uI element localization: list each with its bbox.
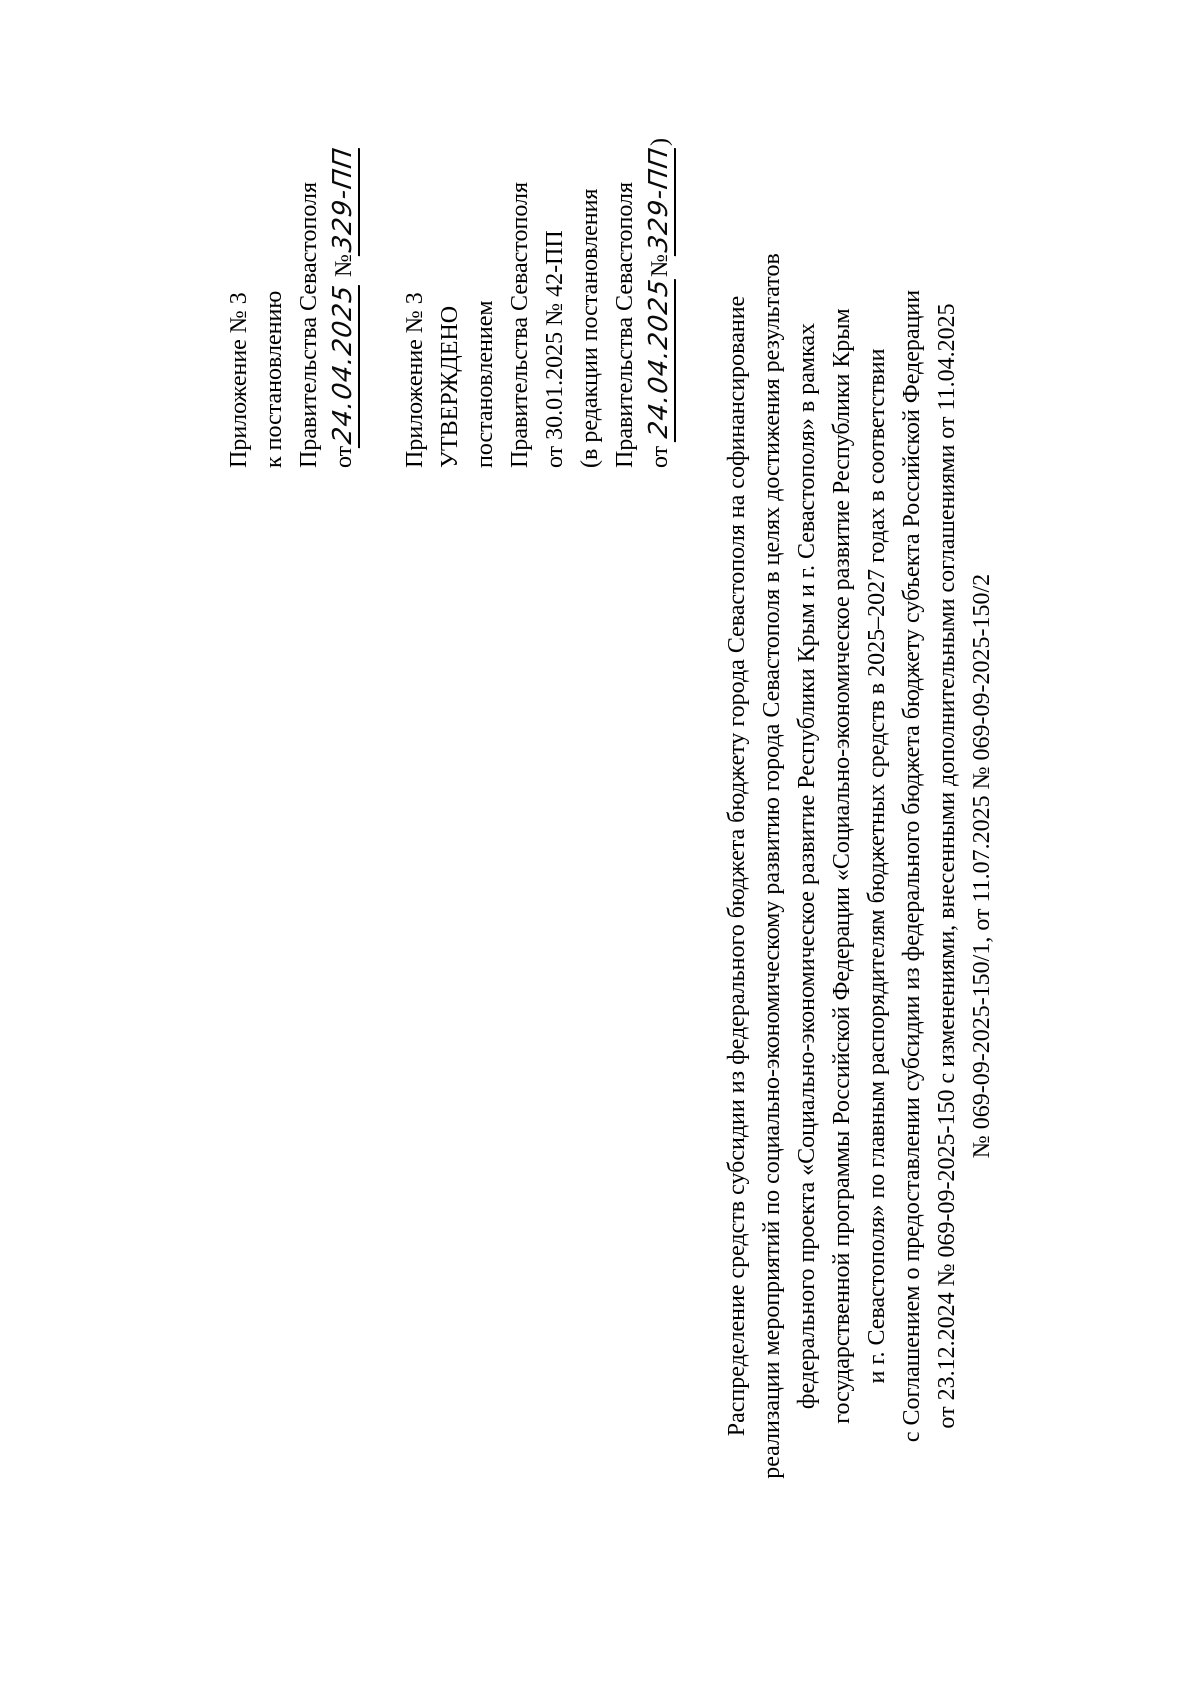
- title-line: от 23.12.2024 № 069-09-2025-150 с изменениями, внесенными дополнительными соглашениями от 11.04.2025: [934, 303, 960, 1429]
- approval-block-original: [398, 138, 678, 468]
- appendix-number: Приложение № 3: [402, 292, 428, 468]
- appendix-number: Приложение № 3: [226, 292, 252, 468]
- closing-parenthesis: ): [647, 137, 673, 146]
- title-line: реализации мероприятий по социально-экономическому развитию города Севастополя в целях достижения результатов: [759, 253, 785, 1479]
- handwritten-number: 329-ПП: [644, 144, 676, 257]
- number-prefix: №: [331, 254, 357, 277]
- date-number-line: [327, 146, 362, 468]
- date-prefix: от: [331, 445, 357, 468]
- by-resolution: постановлением: [472, 300, 498, 468]
- handwritten-date: 24.04.2025: [328, 281, 360, 448]
- handwritten-date: 24.04.2025: [644, 275, 676, 442]
- approved-label: УТВЕРЖДЕНО: [437, 305, 463, 468]
- approval-block-current: [222, 146, 362, 468]
- title-line: и г. Севастополя» по главным распорядителям бюджетных средств в 2025–2027 годах в соответствии: [864, 348, 890, 1384]
- government-name: Правительства Севастополя: [296, 181, 322, 468]
- title-line: федерального проекта «Социально-экономическое развитие Республики Крым и г. Севастополя» в рамках: [794, 322, 820, 1410]
- edition-note: (в редакции постановления: [577, 188, 603, 468]
- government-name: Правительства Севастополя: [507, 181, 533, 468]
- document-title: [720, 216, 1000, 1516]
- date-prefix: от: [647, 445, 673, 468]
- original-date-number: от 30.01.2025 № 42-ПП: [542, 230, 568, 468]
- handwritten-number: 329-ПП: [328, 144, 360, 257]
- date-number-line: [643, 138, 678, 468]
- government-name: Правительства Севастополя: [612, 181, 638, 468]
- title-line: с Соглашением о предоставлении субсидии из федерального бюджета бюджету субъекта Российской Федерации: [899, 289, 925, 1443]
- title-line: № 069-09-2025-150/1, от 11.07.2025 № 069-09-2025-150/2: [969, 573, 995, 1159]
- title-line: государственной программы Российской Федерации «Социально-экономическое развитие Республики Крым: [829, 308, 855, 1424]
- number-prefix: №: [647, 254, 673, 277]
- to-resolution: к постановлению: [261, 290, 287, 468]
- title-line: Распределение средств субсидии из федерального бюджета бюджету города Севастополя на софинансирование: [724, 295, 750, 1437]
